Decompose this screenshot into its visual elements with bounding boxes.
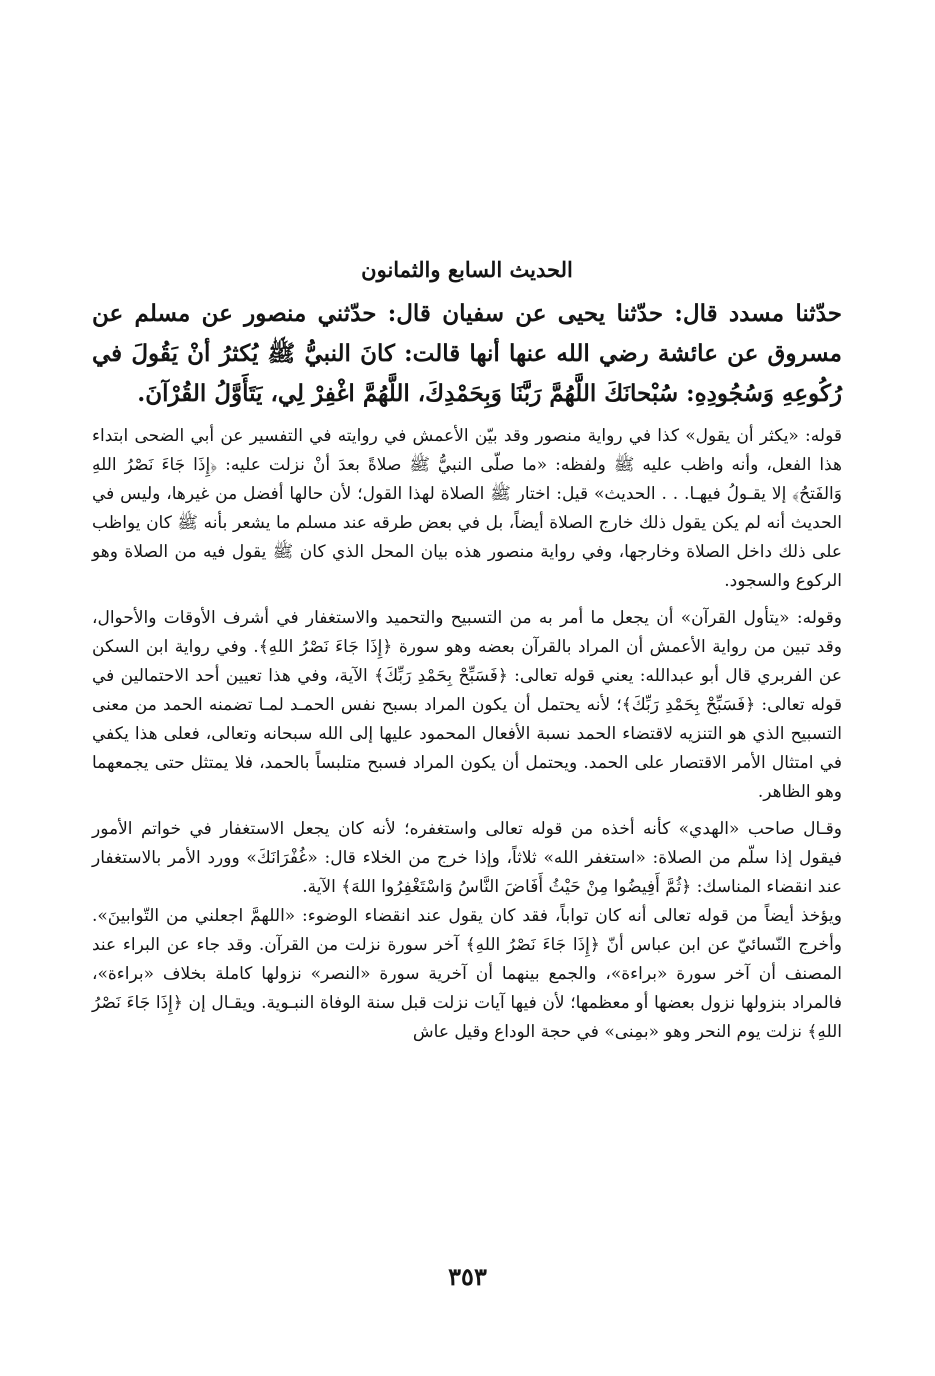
page-number: ٣٥٣	[448, 1262, 487, 1291]
commentary-paragraph: ويؤخذ أيضاً من قوله تعالى أنه كان تواباً، فقد كان يقول عند انقضاء الوضوء: «اللهمَّ اجعلني من التّوابينَ». وأخرج النّسائيّ عن ابن عباس أنّ ﴿إِذَا جَاءَ نَصْرُ اللهِ﴾ آخر سورة نزلت من القرآن. وقد جاء عن البراء عند المصنف أن آخر سورة «براءة»، والجمع بينهما أن آخرية سورة «النصر» نزولها كاملة بخلاف «براءة»، فالمراد بنزولها نزول بعضها أو معظمها؛ لأن فيها آيات نزلت قبل سنة الوفاة النبـوية. ويقـال إن ﴿إِذَا جَاءَ نَصْرُ اللهِ﴾ نزلت يوم النحر وهو «بمِنى» في حجة الوداع وقيل عاش	[92, 906, 842, 1042]
hadith-text: حدّثنا مسدد قال: حدّثنا يحيى عن سفيان قال: حدّثني منصور عن مسلم عن مسروق عن عائشة رضي الله عنها أنها قالت: كانَ النبيُّ ﷺ يُكثرُ أنْ يَقُولَ في رُكُوعِهِ وَسُجُودِهِ: سُبْحانَكَ اللَّهُمَّ رَبَّنَا وَبِحَمْدِكَ، اللَّهُمَّ اغْفِرْ لِي، يَتَأَوَّلُ القُرْآنَ.	[92, 300, 842, 407]
page-body	[92, 252, 842, 1047]
hadith-heading: الحديث السابع والثمانون	[361, 257, 573, 282]
commentary-paragraph: وقـال صاحب «الهدي» كأنه أخذه من قوله تعالى واستغفره؛ لأنه كان يجعل الاستغفار في خواتم الأمور فيقول إذا سلّم من الصلاة: «استغفر الله» ثلاثاً، وإذا خرج من الخلاء قال: «غُفْرَانَكَ» وورد الأمر بالاستغفار عند انقضاء المناسك: ﴿ثُمَّ أَفِيضُوا مِنْ حَيْثُ أَفَاضَ النَّاسُ وَاسْتَغْفِرُوا اللهَ﴾ الآية.	[92, 819, 842, 897]
commentary-paragraph: قوله: «يكثر أن يقول» كذا في رواية منصور وقد بيّن الأعمش في روايته في التفسير عن أبي الضحى ابتداء هذا الفعل، وأنه واظب عليه ﷺ ولفظه: «ما صلّى النبيُّ ﷺ صلاةً بعدَ أنْ نزلت عليه: ﴿إِذَا جَاءَ نَصْرُ اللهِ وَالفَتحُ﴾ إلا يقـولُ فيهـا. . . الحديث» قيل: اختار ﷺ الصلاة لهذا القول؛ لأن حالها أفضل من غيرها، وليس في الحديث أنه لم يكن يقول ذلك خارج الصلاة أيضاً، بل في بعض طرقه عند مسلم ما يشعر بأنه ﷺ كان يواظب على ذلك داخل الصلاة وخارجها، وفي رواية منصور هذه بيان المحل الذي كان ﷺ يقول فيه من الصلاة وهو الركوع والسجود.	[92, 426, 842, 591]
commentary-paragraph: وقوله: «يتأول القرآن» أن يجعل ما أمر به من التسبيح والتحميد والاستغفار في أشرف الأوقات والأحوال، وقد تبين من رواية الأعمش أن المراد بالقرآن بعضه وهو سورة ﴿إِذَا جَاءَ نَصْرُ اللهِ﴾. وفي رواية ابن السكن عن الفربري قال أبو عبدالله: يعني قوله تعالى: ﴿فَسَبِّحْ بِحَمْدِ رَبِّكَ﴾ الآية، وفي هذا تعيين أحد الاحتمالين في قوله تعالى: ﴿فَسَبِّحْ بِحَمْدِ رَبِّكَ﴾؛ لأنه يحتمل أن يكون المراد بسبح نفس الحمـد لمـا تضمنه الحمد من معنى التسبيح الذي هو التنزيه لاقتضاء الحمد نسبة الأفعال المحمود عليها إلى الله سبحانه وتعالى، فعلى هذا يكفي في امتثال الأمر الاقتصار على الحمد. ويحتمل أن يكون المراد فسبح متلبساً بالحمد، فلا يمتثل حتى يجمعهما وهو الظاهر.	[92, 608, 842, 802]
